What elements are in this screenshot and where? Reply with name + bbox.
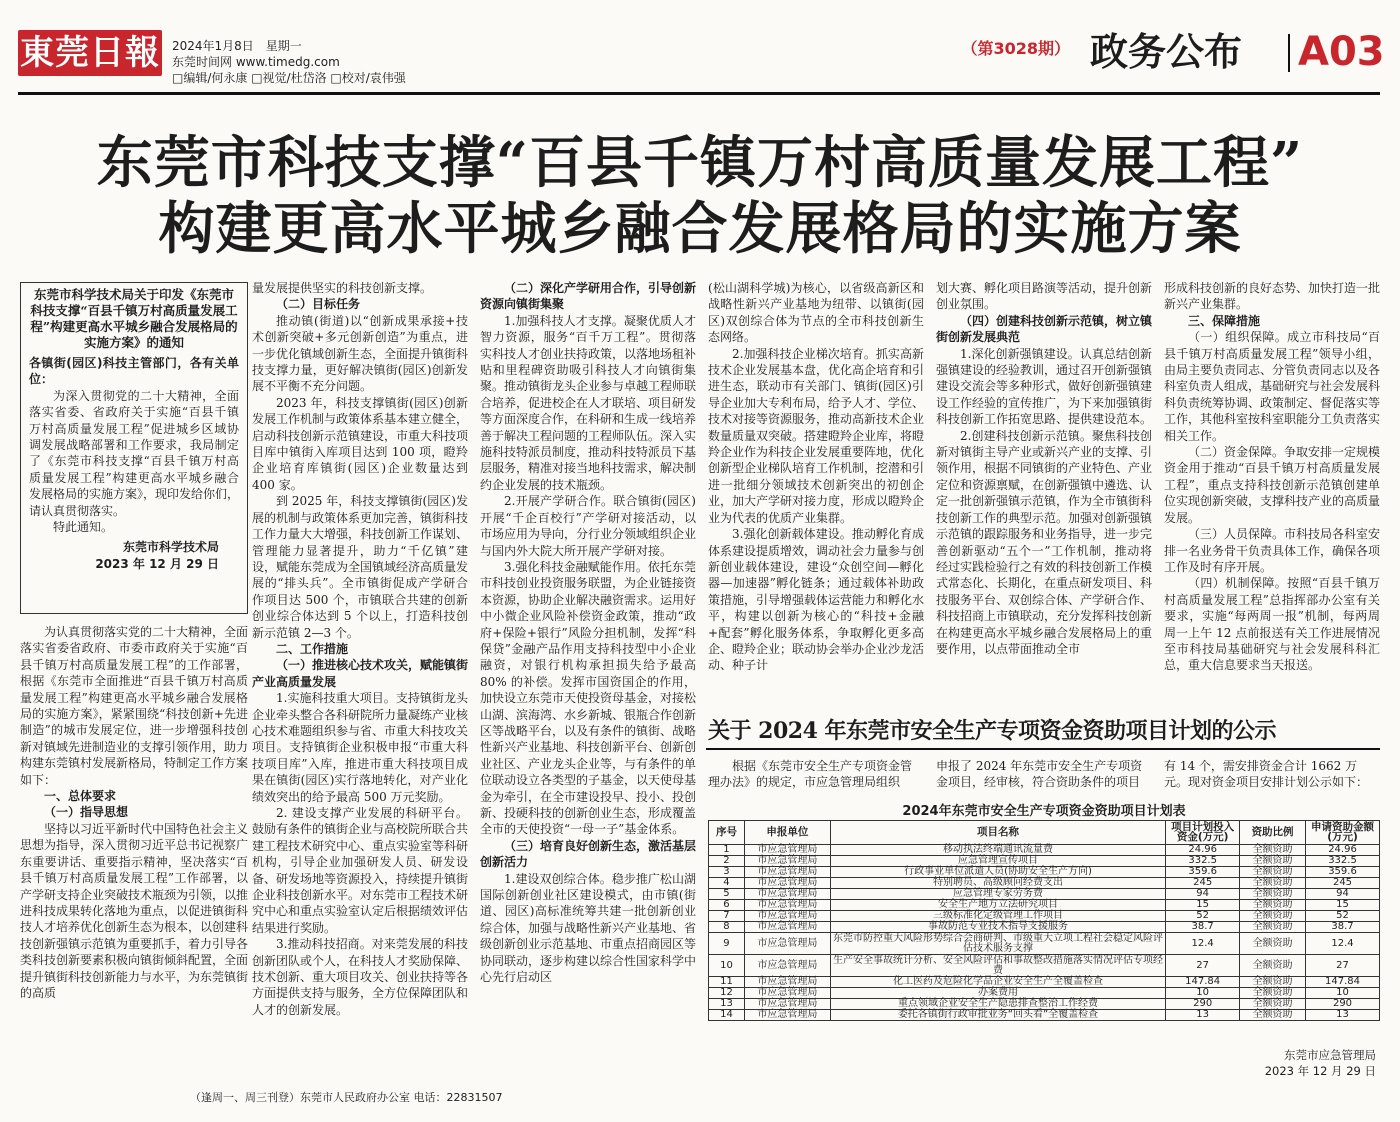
table-header-cell: 序号 (709, 821, 745, 845)
table-cell: 市应急管理局 (744, 889, 830, 900)
paragraph: (松山湖科学城)为核心，以省级高新区和战略性新兴产业基地为纽带、以镇街(园区)双创综合体为节点的全市科技创新生态网络。 (708, 281, 924, 345)
table-cell: 全额资助 (1240, 955, 1306, 977)
paragraph: 为认真贯彻落实党的二十大精神，全面落实省委省政府、市委市政府关于实施“百县千镇万村高质量发展工程”的工作部署，根据《东莞市全面推进“百县千镇万村高质量发展工程”构建更高水平城乡融合发展格局的实施方案》，紧紧围绕“科技创新+先进制造”的城市发展定位，进一步增强科技创新对镇域先进制造业的支撑引领作用，助力构建东莞镇村发展新格局，特制定工作方案如下： (20, 625, 248, 787)
paragraph: 1.实施科技重大项目。支持镇街龙头企业牵头整合各科研院所力量凝练产业核心技术难题组织参与省、市重大科技攻关项目。支持镇街企业积极申报“市重大科技项目库”入库，推进市重大科技项目成果在镇街(园区)实行落地转化，对产业化绩效突出的给予最高 500 万元奖励。 (252, 691, 468, 804)
table-header-cell: 申请资助金额(万元) (1306, 821, 1380, 845)
table-cell: 290 (1166, 999, 1240, 1010)
table-body (709, 845, 1380, 1021)
funding-table (708, 820, 1380, 1021)
table-row (709, 900, 1380, 911)
table-cell: 全额资助 (1240, 933, 1306, 955)
table-cell: 10 (1306, 988, 1380, 999)
table-cell: 重点领域企业安全生产隐患排查整治工作经费 (830, 999, 1165, 1010)
table-cell: 24.96 (1166, 845, 1240, 856)
page-number: A03 (1298, 29, 1385, 75)
table-cell: 12 (709, 988, 745, 999)
table-cell: 13 (709, 999, 745, 1010)
table-cell: 市应急管理局 (744, 999, 830, 1010)
table-cell: 东莞市防控重大风险形势综合会商研判、市级重大立项工程社会稳定风险评估技术服务支撑 (830, 933, 1165, 955)
subsection-heading: （一）指导思想 (44, 805, 129, 820)
table-cell: 94 (1306, 889, 1380, 900)
table-cell: 委托各镇街行政审批业务“回头看”全覆盖检查 (830, 1010, 1165, 1021)
publicity-rule (706, 748, 1380, 750)
paragraph: 到 2025 年，科技支撑镇街(园区)发展的机制与政策体系更加完善，镇街科技工作力量大大增强，科技创新工作谋划、管理能力显著提升，助力“千亿镇”建设，赋能东莞成为全国镇域经济高质量发展的“排头兵”。全市镇街促成产学研合作项目达 500 个，市镇联合共建的创新创业综合体达到 5 个以上，打造科技创新示范镇 2—3 个。 (252, 494, 468, 640)
footer-credit: （逢周一、周三刊登）东莞市人民政府办公室 电话：22831507 (190, 1091, 503, 1104)
editor-credits: □编辑/何永康 □视觉/杜岱洛 □校对/袁伟强 (172, 71, 406, 85)
table-cell: 安全生产地方立法研究项目 (830, 900, 1165, 911)
notice-date: 2023 年 12 月 29 日 (95, 556, 219, 571)
table-row (709, 889, 1380, 900)
table-cell: 市应急管理局 (744, 867, 830, 878)
table-cell: 2 (709, 856, 745, 867)
paragraph: 2. 建设支撑产业发展的科研平台。鼓励有条件的镇街企业与高校院所联合共建工程技术研究中心、重点实验室等科研机构，引导企业加强研发人员、研发设备、研发场地等资源投入，持续提升镇街企业科技创新水平。对东莞市工程技术研究中心和重点实验室认定后根据绩效评估结果进行奖励。 (252, 806, 468, 935)
paragraph: （一）组织保障。成立市科技局“百县千镇万村高质量发展工程”领导小组，由局主要负责同志、分管负责同志以及各科室负责人组成，基础研究与社会发展科科负责统筹协调、政策制定、督促落实等工作，其他科室按科室职能分工负责落实相关工作。 (1164, 330, 1380, 443)
table-cell: 38.7 (1306, 922, 1380, 933)
table-cell: 化工医药及危险化学品企业安全生产全覆盖检查 (830, 977, 1165, 988)
table-cell: 应急管理专家劳务费 (830, 889, 1165, 900)
table-cell: 52 (1306, 911, 1380, 922)
publicity-intro-3: 有 14 个，需安排资金合计 1662 万元。现对资金项目安排计划公示如下： (1164, 759, 1369, 789)
table-cell: 全额资助 (1240, 878, 1306, 889)
paragraph: 1.加强科技人才支撑。凝聚优质人才智力资源，服务“百千万工程”。贯彻落实科技人才创业扶持政策，以落地场租补贴和里程碑资助吸引科技人才向镇街集聚。推动镇街龙头企业参与卓越工程师联合培养，促进校企在人才联培、项目研发等方面深度合作，在科研和生成一线培养善于解决工程问题的工程师队伍。深入实施科技特派员制度，推动科技特派员下基层服务，精准对接当地科技需求，解决制约企业发展的技术瓶颈。 (480, 313, 696, 492)
paragraph: （四）机制保障。按照“百县千镇万村高质量发展工程”总指挥部办公室有关要求，实施“每两周一报”机制，每两周周一上午 12 点前报送有关工作进展情况至市科技局基础研究与社会发展科科汇总，重大信息要求当天报送。 (1164, 576, 1380, 673)
table-row (709, 933, 1380, 955)
paragraph: 形成科技创新的良好态势、加快打造一批新兴产业集群。 (1164, 281, 1380, 312)
table-cell: 市应急管理局 (744, 900, 830, 911)
section-heading: 三、保障措施 (1188, 313, 1261, 328)
section-title: 政务公布 (1090, 30, 1243, 74)
table-cell: 24.96 (1306, 845, 1380, 856)
table-cell: 10 (709, 955, 745, 977)
table-cell: 147.84 (1306, 977, 1380, 988)
paragraph: 3.强化创新载体建设。推动孵化育成体系建设提质增效，调动社会力量参与创新创业载体建设，建设“众创空间—孵化器—加速器”孵化链条；通过载体补助政策措施，引导增强载体运营能力和孵化水平，构建以创新为核心的“科技+金融+配套”孵化服务体系，争取孵化更多高企、瞪羚企业；联动协会举办企业沙龙活动、种子计 (708, 527, 924, 673)
paragraph: 2023 年，科技支撑镇街(园区)创新发展工作机制与政策体系基本建立健全，启动科技创新示范镇建设，市重大科技项目库中镇街入库项目达到 100 项，瞪羚企业培育库镇街(园区)企业数量达到 400 家。 (252, 395, 468, 492)
table-title: 2024年东莞市安全生产专项资金资助项目计划表 (902, 804, 1186, 819)
table-cell: 11 (709, 977, 745, 988)
paragraph: 坚持以习近平新时代中国特色社会主义思想为指导，深入贯彻习近平总书记视察广东重要讲话、重要指示精神，坚决落实“百县千镇万村高质量发展工程”工作部署，以产学研支持企业突破技术瓶颈为引领，以推进科技成果转化落地为重点，以促进镇街科技人才培养优化创新生态为根本，以创建科技创新强镇示范镇为重要抓手，着力引导各类科技创新要素积极向镇街倾斜配置，全面提升镇街科技创新能力与水平，为东莞镇街的高质 (20, 821, 248, 1000)
paragraph: 推动镇(街道)以“创新成果承接+技术创新突破+多元创新创造”为重点，进一步优化镇域创新生态，全面提升镇街科技支撑力量，更好解决镇街(园区)创新发展不平衡不充分问题。 (252, 313, 468, 394)
notice-title: 东莞市科学技术局关于印发《东莞市科技支撑“百县千镇万村高质量发展工程”构建更高水平城乡融合发展格局的实施方案》的通知 (30, 287, 238, 350)
article-column-4 (708, 280, 924, 696)
table-cell: 全额资助 (1240, 988, 1306, 999)
paragraph: （二）资金保障。争取安排一定规模资金用于推动“百县千镇万村高质量发展工程”，重点支持科技创新示范镇创建单位实现创新突破，支撑科技产业的高质量发展。 (1164, 445, 1380, 525)
paragraph: （三）人员保障。市科技局各科室安排一名业务骨干负责具体工作，确保各项工作及时有序开展。 (1164, 527, 1380, 574)
table-cell: 全额资助 (1240, 856, 1306, 867)
table-cell: 94 (1166, 889, 1240, 900)
subsection-heading: （三）培育良好创新生态，激活基层创新活力 (480, 838, 696, 870)
table-cell: 市应急管理局 (744, 856, 830, 867)
table-header-row (709, 821, 1380, 845)
paragraph: 1.深化创新强镇建设。认真总结创新强镇建设的经验教训，通过召开创新强镇建设交流会等多种形式，做好创新强镇建设工作经验的宣传推广，为下来加强镇街科技创新工作拓宽思路、提供建设范本。 (936, 346, 1152, 427)
publicity-intro-1: 根据《东莞市安全生产专项资金管理办法》的规定，市应急管理局组织 (708, 759, 913, 789)
table-row (709, 988, 1380, 999)
table-cell: 15 (1306, 900, 1380, 911)
publicity-title: 关于 2024 年东莞市安全生产专项资金资助项目计划的公示 (708, 718, 1277, 744)
table-row (709, 999, 1380, 1010)
table-cell: 14 (709, 1010, 745, 1021)
table-header-cell: 项目名称 (830, 821, 1165, 845)
table-cell: 245 (1166, 878, 1240, 889)
table-cell: 全额资助 (1240, 911, 1306, 922)
table-cell: 应急管理宣传项目 (830, 856, 1165, 867)
article-column-2 (252, 280, 468, 1072)
headline-line-1: 东莞市科技支撑“百县千镇万村高质量发展工程” (96, 130, 1304, 196)
subsection-heading: （二）深化产学研用合作，引导创新资源向镇街集聚 (480, 281, 696, 312)
table-cell: 245 (1306, 878, 1380, 889)
table-cell: 市应急管理局 (744, 911, 830, 922)
table-cell: 332.5 (1306, 856, 1380, 867)
table-cell: 市应急管理局 (744, 845, 830, 856)
table-cell: 市应急管理局 (744, 988, 830, 999)
table-cell: 3 (709, 867, 745, 878)
table-cell: 全额资助 (1240, 922, 1306, 933)
table-cell: 1 (709, 845, 745, 856)
table-cell: 290 (1306, 999, 1380, 1010)
table-cell: 全额资助 (1240, 867, 1306, 878)
notice-signer: 东莞市科学技术局 (122, 540, 219, 555)
notice-salutation: 各镇街(园区)科技主管部门，各有关单位： (29, 356, 239, 387)
table-cell: 7 (709, 911, 745, 922)
table-cell: 15 (1166, 900, 1240, 911)
table-cell: 359.6 (1306, 867, 1380, 878)
table-cell: 生产安全事故统计分析、安全风险评估和事故整改措施落实情况评估专项经费 (830, 955, 1165, 977)
subsection-heading: （四）创建科技创新示范镇，树立镇街创新发展典范 (936, 313, 1152, 345)
publicity-signer: 东莞市应急管理局 (1284, 1048, 1376, 1062)
paragraph: 2.加强科技企业梯次培育。抓实高新技术企业发展基本盘，优化高企培育和引进生态，联动市有关部门、镇街(园区)引导企业加大专利布局，给予人才、学位、技术对接等资源服务，推动高新技术企业数量质量双突破。搭建瞪羚企业库，将瞪羚企业作为科技企业发展重要阵地，优化创新型企业梯队培育工作机制，挖潜和引进一批细分领域技术创新突出的初创企业，加大产学研对接力度，形成以瞪羚企业为代表的优质产业集群。 (708, 346, 924, 525)
table-cell: 全额资助 (1240, 999, 1306, 1010)
table-cell: 全额资助 (1240, 1010, 1306, 1021)
table-cell: 市应急管理局 (744, 878, 830, 889)
table-cell: 6 (709, 900, 745, 911)
table-cell: 10 (1166, 988, 1240, 999)
table-cell: 全额资助 (1240, 900, 1306, 911)
subsection-heading: （一）推进核心技术攻关，赋能镇街产业高质量发展 (252, 658, 468, 689)
table-cell: 全额资助 (1240, 889, 1306, 900)
table-row (709, 922, 1380, 933)
table-row (709, 878, 1380, 889)
table-cell: 332.5 (1166, 856, 1240, 867)
table-cell: 市应急管理局 (744, 922, 830, 933)
table-row (709, 867, 1380, 878)
table-cell: 办案费用 (830, 988, 1165, 999)
article-column-5 (936, 280, 1152, 696)
section-heading: 二、工作措施 (276, 641, 349, 656)
publicity-date: 2023 年 12 月 29 日 (1264, 1064, 1376, 1078)
paragraph: 2.开展产学研合作。联合镇街(园区)开展“千企百校行”产学研对接活动，以市场应用为导向，分行业分领域组织企业与国内外大院大所开展产学研对接。 (480, 494, 696, 558)
table-row (709, 1010, 1380, 1021)
table-cell: 13 (1306, 1010, 1380, 1021)
newspaper-logo: 東莞日報 (18, 30, 162, 76)
section-heading: 一、总体要求 (44, 789, 117, 804)
table-cell: 8 (709, 922, 745, 933)
article-column-6 (1164, 280, 1380, 696)
website-link[interactable]: 东莞时间网 www.timedg.com (172, 55, 340, 69)
table-header-cell: 项目计划投入资金(万元) (1166, 821, 1240, 845)
table-cell: 全额资助 (1240, 845, 1306, 856)
table-cell: 13 (1166, 1010, 1240, 1021)
paragraph: 3.强化科技金融赋能作用。依托东莞市科技创业投资服务联盟，为企业链接资本资源，协助企业解决融资需求。运用好中小微企业风险补偿资金政策，推动“政府+保险+银行”风险分担机制，发挥“科保贷”金融产品作用支持科技型中小企业融资，对银行机构承担损失给予最高 80% 的补偿。发挥市国资国企的作用，加快设立东莞市天使投资母基金，对接松山湖、滨海湾、水乡新城、银瓶合作创新区等战略平台，以及有条件的镇街、战略性新兴产业基地、科技创新平台、创新创业社区、产业龙头企业等，与有条件的单位联动设立各类型的子基金，以天使母基金为牵引，在全市建设投早、投小、投创新、投硬科技的创新创业生态，形成覆盖全市的天使投资“一母一子”基金体系。 (480, 559, 696, 837)
table-row (709, 845, 1380, 856)
publicity-signature (1236, 1047, 1376, 1079)
table-cell: 事故防范专业技术指导支援服务 (830, 922, 1165, 933)
table-cell: 52 (1166, 911, 1240, 922)
notice-closing: 特此通知。 (53, 520, 114, 535)
paragraph: 划大赛、孵化项目路演等活动，提升创新创业氛围。 (936, 281, 1152, 312)
table-cell: 市应急管理局 (744, 955, 830, 977)
article-column-3 (480, 280, 696, 1072)
table-cell: 27 (1166, 955, 1240, 977)
table-cell: 移动执法终端通讯流量费 (830, 845, 1165, 856)
publicity-intro-2: 申报了 2024 年东莞市安全生产专项资金项目，经审核，符合资助条件的项目 (936, 759, 1143, 789)
top-rule (18, 92, 1380, 95)
table-cell: 9 (709, 933, 745, 955)
table-cell: 4 (709, 878, 745, 889)
subsection-heading: （二）目标任务 (276, 297, 361, 312)
paragraph: 2.创建科技创新示范镇。聚焦科技创新对镇街主导产业或新兴产业的支撑、引领作用，根据不同镇街的产业特色、产业定位和资源禀赋，在创新强镇中遴选、认定一批创新强镇示范镇，作为全市镇街科技创新工作的典型示范。加强对创新强镇示范镇的跟踪服务和业务指导，进一步完善创新驱动“五个一”工作机制，推动将经过实践检验行之有效的科技创新工作模式常态化、长期化，在重点研发项目、科技服务平台、双创综合体、产学研合作、科技招商上市镇联动，充分发挥科技创新在构建更高水平城乡融合发展格局上的重要作用，以点带面推动全市 (936, 428, 1152, 656)
paragraph: 量发展提供坚实的科技创新支撑。 (252, 281, 433, 295)
table-header-cell: 申报单位 (744, 821, 830, 845)
notice-body: 为深入贯彻党的二十大精神，全面落实省委、省政府关于实施“百县千镇万村高质量发展工程”促进城乡区域协调发展战略部署和工作要求，我局制定了《东莞市科技支撑“百县千镇万村高质量发展工程”构建更高水平城乡融合发展格局的实施方案》，现印发给你们，请认真贯彻落实。 (29, 388, 239, 518)
table-cell: 38.7 (1166, 922, 1240, 933)
table-cell: 特别聘员、高级顾问经费支出 (830, 878, 1165, 889)
issue-date: 2024年1月8日 星期一 (172, 39, 302, 53)
table-cell: 三级标准化定级管理工作项目 (830, 911, 1165, 922)
headline-line-2: 构建更高水平城乡融合发展格局的实施方案 (158, 196, 1242, 262)
table-cell: 359.6 (1166, 867, 1240, 878)
table-cell: 市应急管理局 (744, 1010, 830, 1021)
table-cell: 147.84 (1166, 977, 1240, 988)
table-row (709, 856, 1380, 867)
notice-box (20, 282, 248, 614)
table-cell: 全额资助 (1240, 977, 1306, 988)
table-header-cell: 资助比例 (1240, 821, 1306, 845)
table-cell: 市应急管理局 (744, 977, 830, 988)
table-row (709, 955, 1380, 977)
table-cell: 5 (709, 889, 745, 900)
table-row (709, 911, 1380, 922)
paragraph: 1.建设双创综合体。稳步推广松山湖国际创新创业社区建设模式，由市镇(街道、园区)高标准统筹共建一批创新创业综合体，加强与战略性新兴产业基地、省级创新创业示范基地、市重点招商园区等协同联动，逐步构建以综合性国家科学中心先行启动区 (480, 871, 696, 985)
issue-number: （第3028期） (961, 39, 1070, 58)
article-column-1 (20, 624, 248, 1072)
table-cell: 12.4 (1166, 933, 1240, 955)
table-row (709, 977, 1380, 988)
table-cell: 12.4 (1306, 933, 1380, 955)
table-cell: 行政事业单位派遣人员(协助安全生产方向) (830, 867, 1165, 878)
paragraph: 3.推动科技招商。对来莞发展的科技创新团队或个人，在科技人才奖励保障、技术创新、重大项目攻关、创业扶持等各方面提供支持与服务，全方位保障团队和人才的创新发展。 (252, 937, 468, 1017)
table-cell: 市应急管理局 (744, 933, 830, 955)
divider (1288, 34, 1290, 72)
table-cell: 27 (1306, 955, 1380, 977)
